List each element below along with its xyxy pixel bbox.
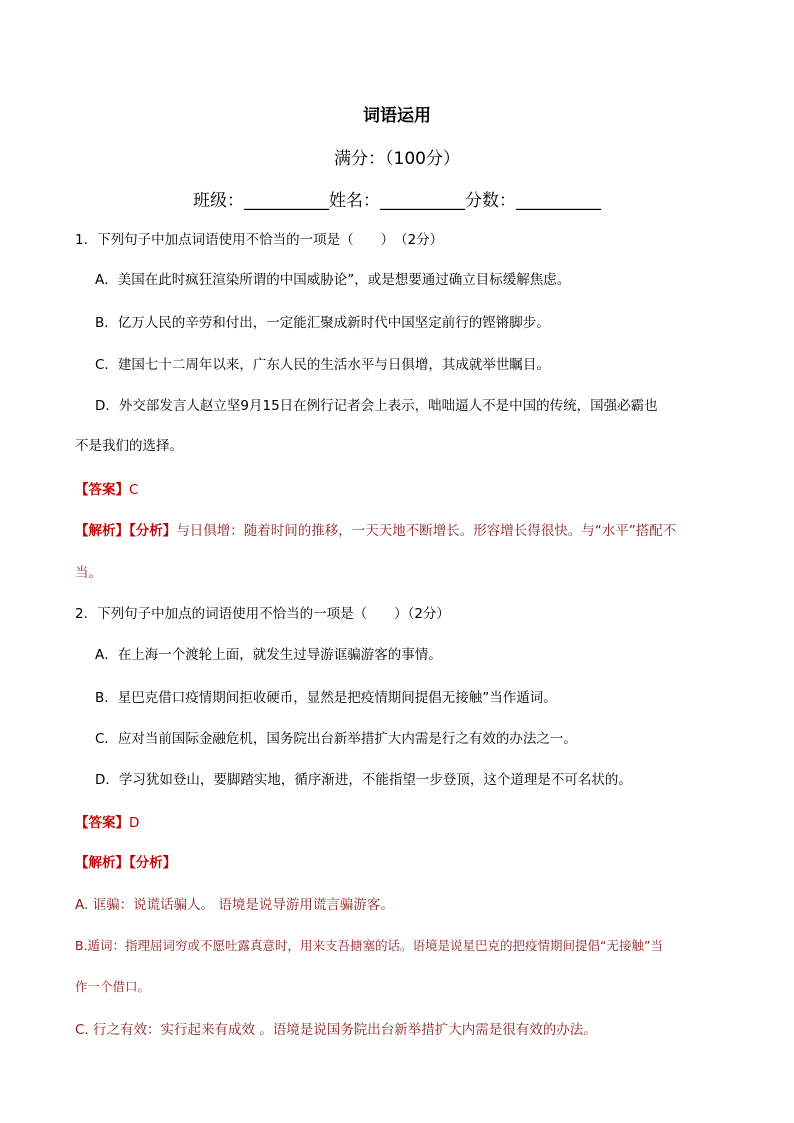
answer-label: 【答案】	[75, 815, 129, 831]
analysis-label: 【解析】【分析】	[75, 523, 177, 539]
analysis-label: 【解析】【分析】	[75, 855, 177, 871]
question-1-analysis	[75, 519, 676, 539]
student-info-line: 班级：__________姓名：__________分数：__________	[193, 191, 601, 211]
question-2-note-b-cont: 作一个借口。	[75, 979, 151, 994]
question-2-option-a: A．在上海一个渡轮上面，就发生过导游诓骗游客的事情。	[95, 647, 442, 663]
question-2-note-b: B.遁词：指理屈词穷或不愿吐露真意时，用来支吾搪塞的话。语境是说星巴克的把疫情期间提倡“无接触”当	[75, 938, 664, 953]
question-2-analysis	[75, 851, 176, 871]
question-2-note-a: A. 诓骗：说谎话骗人。 语境是说导游用谎言骗游客。	[75, 897, 394, 913]
page-title: 词语运用	[363, 106, 431, 126]
question-1-option-a: A．美国在此时疯狂渲染所谓的中国威胁论”，或是想要通过确立目标缓解焦虑。	[95, 272, 571, 288]
question-1-option-d-cont: 不是我们的选择。	[75, 438, 183, 454]
question-2-option-c: C．应对当前国际金融危机，国务院出台新举措扩大内需是行之有效的办法之一。	[95, 731, 577, 747]
question-1-answer	[75, 478, 138, 498]
question-2-note-c: C. 行之有效：实行起来有成效 。语境是说国务院出台新举措扩大内需是很有效的办法。	[75, 1022, 597, 1038]
question-2-stem: 2．下列句子中加点的词语使用不恰当的一项是（ ）（2分）	[75, 606, 450, 622]
question-1-analysis-cont: 当。	[75, 565, 102, 581]
question-1-option-b: B．亿万人民的辛劳和付出，一定能汇聚成新时代中国坚定前行的铿锵脚步。	[95, 315, 550, 331]
question-2-answer	[75, 811, 139, 831]
analysis-text: 与日俱增：随着时间的推移，一天天地不断增长。形容增长得很快。与“水平”搭配不	[176, 523, 677, 539]
question-1-option-d: D．外交部发言人赵立坚9月15日在例行记者会上表示，咄咄逼人不是中国的传统，国强必霸也	[95, 398, 658, 414]
answer-value: C	[129, 482, 139, 498]
question-1-stem: 1．下列句子中加点词语使用不恰当的一项是（ ） （2分）	[75, 232, 444, 248]
question-1-option-c: C．建国七十二周年以来，广东人民的生活水平与日俱增，其成就举世瞩目。	[95, 357, 550, 373]
answer-label: 【答案】	[75, 482, 129, 498]
question-2-option-b: B．星巴克借口疫情期间拒收硬币，显然是把疫情期间提倡无接触”当作遁词。	[95, 690, 557, 706]
score-line: 满分：（100分）	[334, 149, 460, 169]
answer-value: D	[129, 815, 140, 831]
question-2-option-d: D．学习犹如登山，要脚踏实地，循序渐进，不能指望一步登顶，这个道理是不可名状的。	[95, 772, 632, 788]
